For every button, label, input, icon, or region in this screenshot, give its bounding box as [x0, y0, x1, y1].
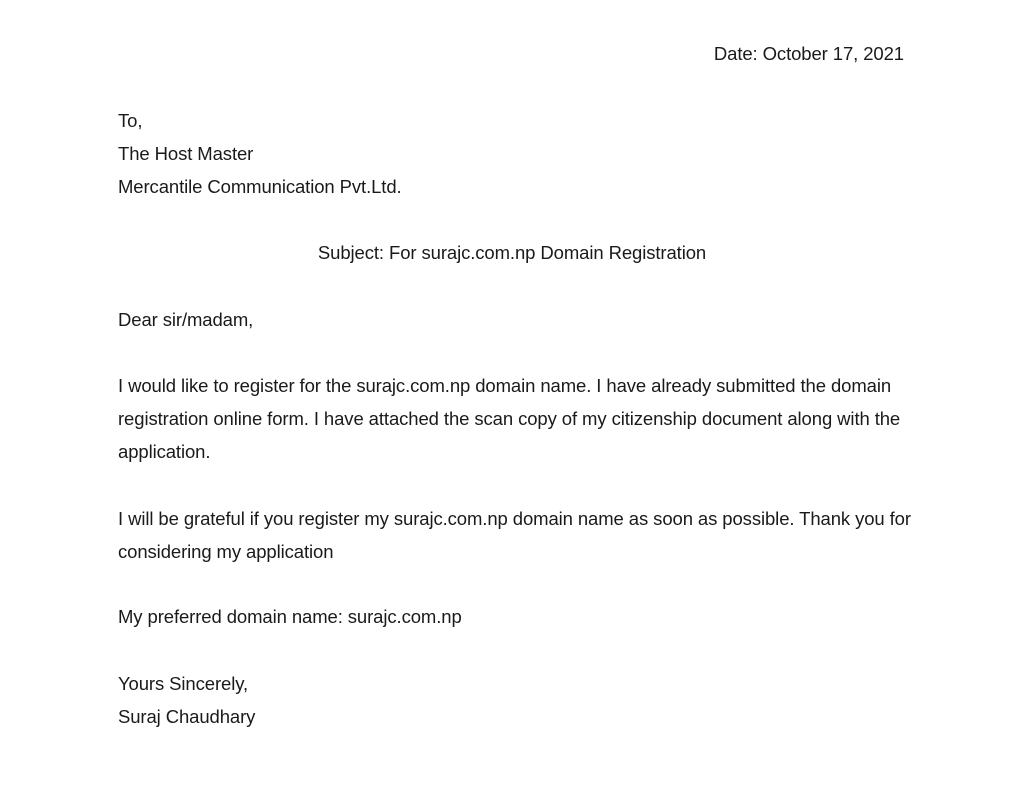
- signature-name: Suraj Chaudhary: [118, 706, 256, 727]
- recipient-organization: Mercantile Communication Pvt.Ltd.: [118, 176, 402, 197]
- salutation-to: To,: [118, 110, 143, 131]
- letter-closing: Yours Sincerely,: [118, 673, 249, 694]
- preferred-domain: My preferred domain name: surajc.com.np: [118, 606, 462, 627]
- letter-greeting: Dear sir/madam,: [118, 309, 254, 330]
- recipient-name: The Host Master: [118, 143, 254, 164]
- body-paragraph-1: I would like to register for the surajc.com.np domain name. I have already submitted the domain registration online form. I have attached the scan copy of my citizenship document along with the application.: [118, 375, 901, 462]
- body-paragraph-2: I will be grateful if you register my surajc.com.np domain name as soon as possible. Thank you for considering my application: [118, 508, 911, 562]
- letter-subject: Subject: For surajc.com.np Domain Registration: [317, 242, 707, 263]
- letter-date: Date: October 17, 2021: [713, 43, 904, 64]
